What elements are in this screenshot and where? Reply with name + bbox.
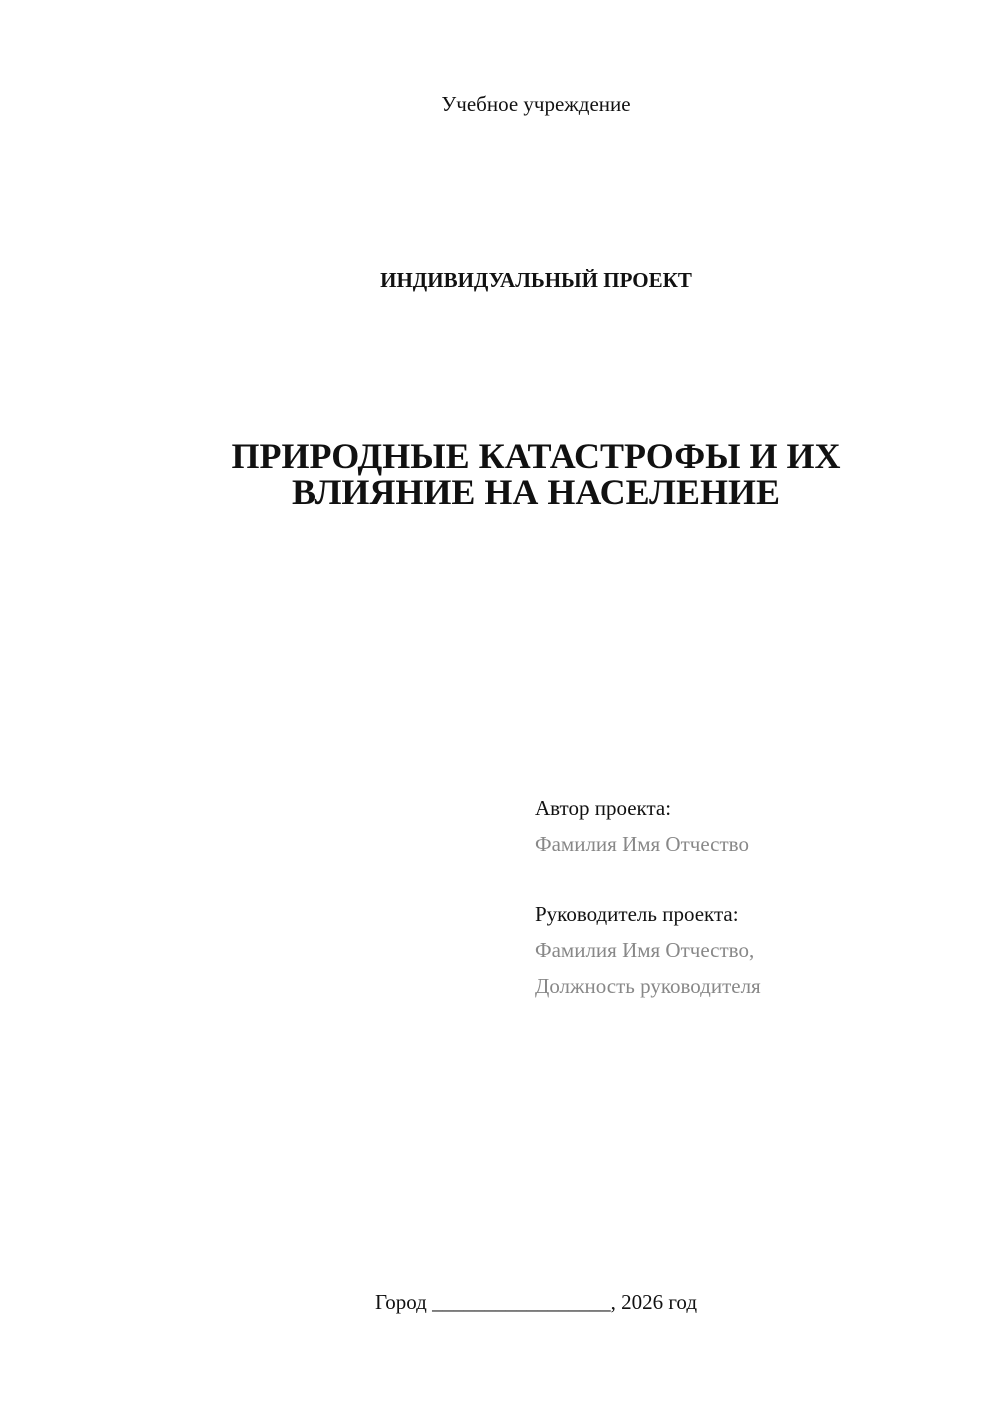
project-title-line-2: ВЛИЯНИЕ НА НАСЕЛЕНИЕ bbox=[291, 472, 781, 512]
supervisor-label: Руководитель проекта: bbox=[535, 902, 739, 926]
project-type-heading: ИНДИВИДУАЛЬНЫЙ ПРОЕКТ bbox=[380, 268, 692, 292]
institution-name: Учебное учреждение bbox=[441, 92, 631, 116]
author-label: Автор проекта: bbox=[535, 796, 672, 820]
project-info-block bbox=[535, 790, 965, 1004]
city-year-line: Город _________________, 2026 год bbox=[374, 1290, 698, 1314]
project-title bbox=[0, 438, 1000, 510]
info-spacer bbox=[535, 862, 965, 896]
supervisor-position: Должность руководителя bbox=[535, 974, 761, 998]
author-name: Фамилия Имя Отчество bbox=[535, 832, 749, 856]
project-title-line-1: ПРИРОДНЫЕ КАТАСТРОФЫ И ИХ bbox=[231, 436, 841, 476]
supervisor-name: Фамилия Имя Отчество, bbox=[535, 938, 755, 962]
